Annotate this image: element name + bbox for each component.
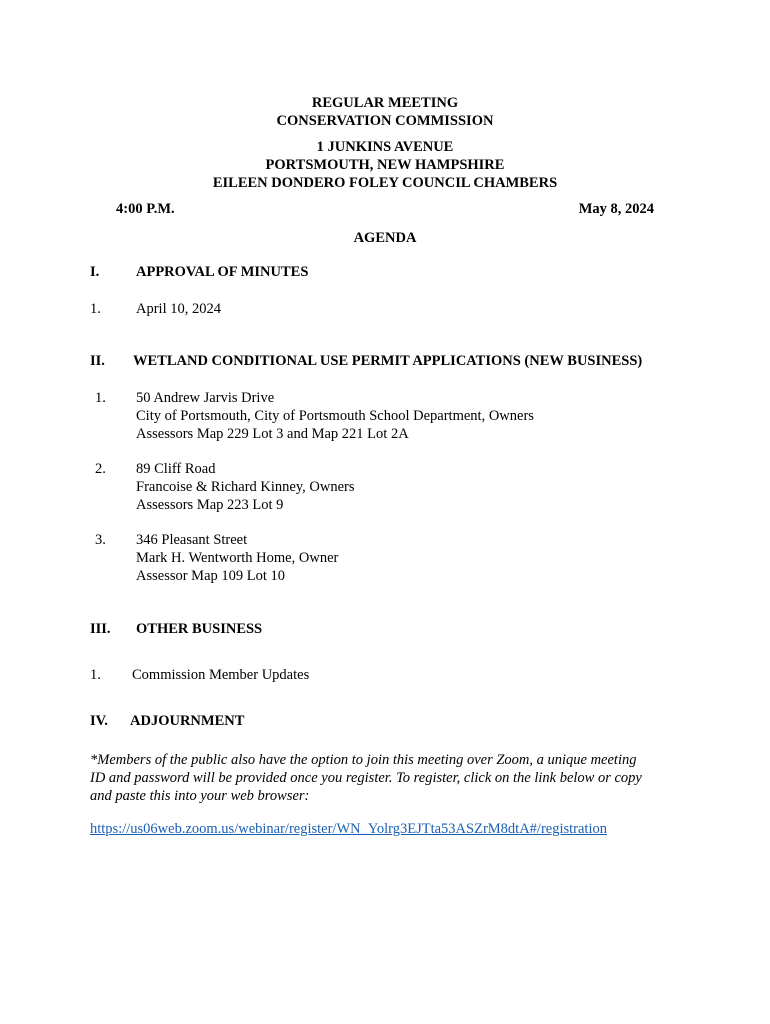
item-number: 1. [90,667,101,683]
item-number: 1. [95,390,106,406]
notice-line: *Members of the public also have the option to join this meeting over Zoom, a unique meeting [90,752,637,768]
item-map-lot: Assessors Map 223 Lot 9 [136,497,284,513]
section-numeral: I. [90,264,100,280]
meeting-location [0,138,770,192]
item-owner: Francoise & Richard Kinney, Owners [136,479,355,495]
item-address: 50 Andrew Jarvis Drive [136,390,275,406]
item-address: 346 Pleasant Street [136,532,248,548]
agenda-item [136,389,534,443]
item-number: 3. [95,532,106,548]
city-state: PORTSMOUTH, NEW HAMPSHIRE [265,157,505,173]
zoom-notice [90,751,690,805]
section-numeral: IV. [90,713,108,729]
agenda-title [0,229,770,247]
item-owner: City of Portsmouth, City of Portsmouth School Department, Owners [136,408,534,424]
section-title: WETLAND CONDITIONAL USE PERMIT APPLICATIONS (NEW BUSINESS) [133,353,643,369]
zoom-registration-link[interactable]: https://us06web.zoom.us/webinar/register/WN_Yolrg3EJTta53ASZrM8dtA#/registration [90,821,607,837]
chambers-name: EILEEN DONDERO FOLEY COUNCIL CHAMBERS [212,175,558,191]
agenda-item [132,666,309,684]
street-address: 1 JUNKINS AVENUE [316,139,454,155]
notice-line: and paste this into your web browser: [90,788,310,804]
meeting-header [0,94,770,130]
item-line: April 10, 2024 [136,301,221,317]
section-title: ADJOURNMENT [130,713,245,729]
commission-name: CONSERVATION COMMISSION [276,113,494,129]
section-title: APPROVAL OF MINUTES [136,264,309,280]
item-map-lot: Assessors Map 229 Lot 3 and Map 221 Lot 2A [136,426,409,442]
section-title: OTHER BUSINESS [136,621,263,637]
section-numeral: III. [90,621,111,637]
item-number: 2. [95,461,106,477]
agenda-item [136,460,355,514]
meeting-type: REGULAR MEETING [311,95,459,111]
item-map-lot: Assessor Map 109 Lot 10 [136,568,286,584]
meeting-date: May 8, 2024 [578,201,654,217]
agenda-item [136,300,221,318]
item-owner: Mark H. Wentworth Home, Owner [136,550,339,566]
agenda-item [136,531,338,585]
item-address: 89 Cliff Road [136,461,216,477]
item-line: Commission Member Updates [132,667,310,683]
item-number: 1. [90,301,101,317]
notice-line: ID and password will be provided once you register. To register, click on the link below or copy [90,770,642,786]
agenda-title-text: AGENDA [353,230,417,246]
meeting-time: 4:00 P.M. [116,201,175,217]
section-numeral: II. [90,353,105,369]
